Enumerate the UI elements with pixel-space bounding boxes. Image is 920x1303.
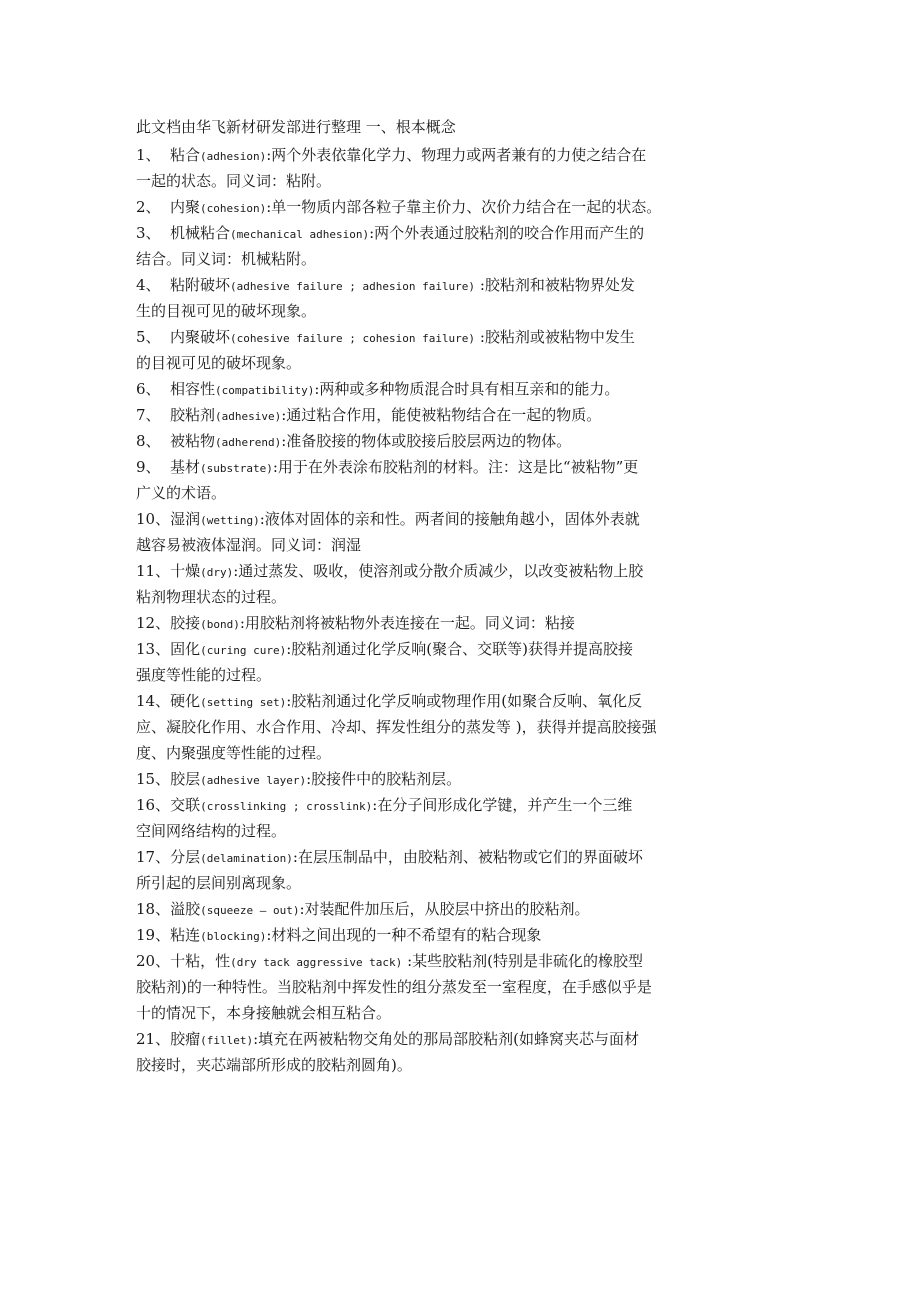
term-definition: :在层压制品中，由胶粘剂、被粘物或它们的界面破坏 xyxy=(292,848,643,866)
term-name: 硬化 xyxy=(170,692,201,710)
term-line-1 xyxy=(136,376,776,402)
term-line-1 xyxy=(136,402,776,428)
term-definition: :液体对固体的亲和性。两者间的接触角越小，固体外表就 xyxy=(259,510,640,528)
term-entry xyxy=(136,948,776,1026)
term-english: (blocking) xyxy=(200,930,267,943)
term-definition: :用胶粘剂将被粘物外表连接在一起。同义词：粘接 xyxy=(239,614,575,632)
term-number: 5、 xyxy=(136,328,161,346)
term-number: 14、 xyxy=(136,692,171,710)
term-entry xyxy=(136,896,776,922)
term-line-1 xyxy=(136,610,776,636)
term-number: 3、 xyxy=(136,224,161,242)
term-definition: :在分子间形成化学键，并产生一个三维 xyxy=(372,796,633,814)
document-header: 此文档由华飞新材研发部进行整理 一、根本概念 xyxy=(136,118,456,136)
term-entry xyxy=(136,688,776,766)
term-name: 分层 xyxy=(170,848,201,866)
term-number: 13、 xyxy=(136,640,171,658)
term-name: 胶层 xyxy=(170,770,201,788)
term-english: (curing cure) xyxy=(200,644,287,657)
term-name: 胶粘剂 xyxy=(170,406,216,424)
term-entry xyxy=(136,142,776,194)
term-entry xyxy=(136,792,776,844)
term-english: (compatibility) xyxy=(215,384,315,397)
term-line-1 xyxy=(136,688,776,714)
term-number: 6、 xyxy=(136,380,161,398)
term-definition: :用于在外表涂布胶粘剂的材料。注：这是比“被粘物”更 xyxy=(272,458,639,476)
term-english: (crosslinking ; crosslink) xyxy=(200,800,373,813)
term-line-1 xyxy=(136,896,776,922)
term-english: (adhesive) xyxy=(215,410,282,423)
term-line-continuation: 一起的状态。同义词：粘附。 xyxy=(136,172,332,190)
term-name: 基材 xyxy=(170,458,201,476)
term-english: (mechanical adhesion) xyxy=(230,228,370,241)
term-definition: :胶接件中的胶粘剂层。 xyxy=(306,770,462,788)
term-number: 7、 xyxy=(136,406,161,424)
term-name: 固化 xyxy=(170,640,201,658)
term-name: 被粘物 xyxy=(170,432,216,450)
term-definition: :填充在两被粘物交角处的那局部胶粘剂(如蜂窝夹芯与面材 xyxy=(253,1030,640,1048)
term-list xyxy=(136,142,776,1078)
term-english: (cohesive failure ; cohesion failure) xyxy=(230,332,476,345)
term-line-continuation: 胶粘剂)的一种特性。当胶粘剂中挥发性的组分蒸发至一室程度，在手感似乎是 xyxy=(136,978,652,996)
term-line-1 xyxy=(136,220,776,246)
term-number: 11、 xyxy=(136,562,171,580)
term-name: 交联 xyxy=(170,796,201,814)
term-definition: :胶粘剂通过化学反响或物理作用(如聚合反响、氧化反 xyxy=(286,692,643,710)
term-number: 16、 xyxy=(136,796,171,814)
term-entry xyxy=(136,844,776,896)
term-english: (bond) xyxy=(200,618,240,631)
term-english: (adhesive layer) xyxy=(200,774,307,787)
term-english: (wetting) xyxy=(200,514,260,527)
term-line-1 xyxy=(136,194,776,220)
term-line-continuation: 越容易被液体湿润。同义词：润湿 xyxy=(136,536,362,554)
document-body xyxy=(136,116,776,1078)
term-name: 内聚破坏 xyxy=(170,328,231,346)
term-line-1 xyxy=(136,766,776,792)
term-number: 21、 xyxy=(136,1030,171,1048)
term-english: (dry) xyxy=(200,566,234,579)
term-name: 胶接 xyxy=(170,614,201,632)
term-line-1 xyxy=(136,558,776,584)
term-line-1 xyxy=(136,1026,776,1052)
term-entry xyxy=(136,1026,776,1078)
term-english: (setting set) xyxy=(200,696,287,709)
term-definition: :胶粘剂和被粘物界处发 xyxy=(475,276,635,294)
term-line-1 xyxy=(136,454,776,480)
term-entry xyxy=(136,454,776,506)
term-line-1 xyxy=(136,844,776,870)
term-entry xyxy=(136,766,776,792)
term-name: 胶瘤 xyxy=(170,1030,201,1048)
term-entry xyxy=(136,922,776,948)
term-line-continuation: 十的情况下，本身接触就会相互粘合。 xyxy=(136,1004,392,1022)
term-line-continuation: 强度等性能的过程。 xyxy=(136,666,272,684)
term-line-1 xyxy=(136,142,776,168)
term-line-1 xyxy=(136,948,776,974)
term-definition: :对装配件加压后，从胶层中挤出的胶粘剂。 xyxy=(299,900,590,918)
term-definition: :两种或多种物质混合时具有相互亲和的能力。 xyxy=(314,380,620,398)
term-definition: :两个外表通过胶粘剂的咬合作用而产生的 xyxy=(369,224,645,242)
term-line-continuation: 生的目视可见的破坏现象。 xyxy=(136,302,317,320)
term-line-continuation: 结合。同义词：机械粘附。 xyxy=(136,250,317,268)
term-english: (fillet) xyxy=(200,1034,254,1047)
term-line-continuation: 应、凝胶化作用、水合作用、冷却、挥发性组分的蒸发等 )，获得并提高胶接强 xyxy=(136,718,657,736)
term-name: 粘连 xyxy=(170,926,201,944)
term-definition: :通过粘合作用，能使被粘物结合在一起的物质。 xyxy=(281,406,602,424)
term-line-1 xyxy=(136,792,776,818)
term-line-1 xyxy=(136,506,776,532)
term-entry xyxy=(136,272,776,324)
term-entry xyxy=(136,506,776,558)
term-line-continuation: 胶接时，夹芯端部所形成的胶粘剂圆角)。 xyxy=(136,1056,412,1074)
term-line-1 xyxy=(136,272,776,298)
term-english: (squeeze — out) xyxy=(200,904,300,917)
term-english: (delamination) xyxy=(200,852,293,865)
term-entry xyxy=(136,610,776,636)
term-english: (adhesion) xyxy=(200,150,267,163)
term-name: 湿润 xyxy=(170,510,201,528)
term-number: 15、 xyxy=(136,770,171,788)
term-line-continuation: 粘剂物理状态的过程。 xyxy=(136,588,287,606)
term-entry xyxy=(136,220,776,272)
term-name: 溢胶 xyxy=(170,900,201,918)
term-definition: :胶粘剂通过化学反响(聚合、交联等)获得并提高胶接 xyxy=(286,640,633,658)
term-line-1 xyxy=(136,428,776,454)
term-definition: :单一物质内部各粒子靠主价力、次价力结合在一起的状态。 xyxy=(266,198,662,216)
term-name: 机械粘合 xyxy=(170,224,231,242)
term-english: (adherend) xyxy=(215,436,282,449)
term-entry xyxy=(136,428,776,454)
term-definition: :材料之间出现的一种不希望有的粘合现象 xyxy=(266,926,542,944)
term-number: 18、 xyxy=(136,900,171,918)
term-line-continuation: 空间网络结构的过程。 xyxy=(136,822,287,840)
term-line-continuation: 的目视可见的破坏现象。 xyxy=(136,354,302,372)
term-line-continuation: 广义的术语。 xyxy=(136,484,227,502)
term-definition: :胶粘剂或被粘物中发生 xyxy=(475,328,635,346)
term-definition: :通过蒸发、吸收，使溶剂或分散介质减少，以改变被粘物上胶 xyxy=(233,562,644,580)
term-name: 粘合 xyxy=(170,146,201,164)
term-number: 9、 xyxy=(136,458,161,476)
term-english: (adhesive failure ; adhesion failure) xyxy=(230,280,476,293)
term-number: 2、 xyxy=(136,198,161,216)
term-english: (dry tack aggressive tack) xyxy=(230,956,403,969)
term-number: 20、 xyxy=(136,952,171,970)
term-line-1 xyxy=(136,922,776,948)
term-line-continuation: 度、内聚强度等性能的过程。 xyxy=(136,744,332,762)
term-number: 8、 xyxy=(136,432,161,450)
term-entry xyxy=(136,402,776,428)
term-number: 1、 xyxy=(136,146,161,164)
term-number: 4、 xyxy=(136,276,161,294)
term-entry xyxy=(136,194,776,220)
term-entry xyxy=(136,636,776,688)
term-english: (substrate) xyxy=(200,462,273,475)
term-name: 内聚 xyxy=(170,198,201,216)
term-entry xyxy=(136,376,776,402)
term-number: 12、 xyxy=(136,614,171,632)
term-line-continuation: 所引起的层间别离现象。 xyxy=(136,874,302,892)
term-definition: :两个外表依靠化学力、物理力或两者兼有的力使之结合在 xyxy=(266,146,647,164)
term-name: 相容性 xyxy=(170,380,216,398)
term-number: 17、 xyxy=(136,848,171,866)
term-number: 10、 xyxy=(136,510,171,528)
term-definition: :某些胶粘剂(特别是非硫化的橡胶型 xyxy=(402,952,643,970)
term-number: 19、 xyxy=(136,926,171,944)
term-name: 十燥 xyxy=(170,562,201,580)
term-entry xyxy=(136,558,776,610)
term-line-1 xyxy=(136,324,776,350)
term-entry xyxy=(136,324,776,376)
term-definition: :准备胶接的物体或胶接后胶层两边的物体。 xyxy=(281,432,572,450)
term-name: 十粘，性 xyxy=(170,952,231,970)
term-english: (cohesion) xyxy=(200,202,267,215)
term-name: 粘附破坏 xyxy=(170,276,231,294)
term-line-1 xyxy=(136,636,776,662)
